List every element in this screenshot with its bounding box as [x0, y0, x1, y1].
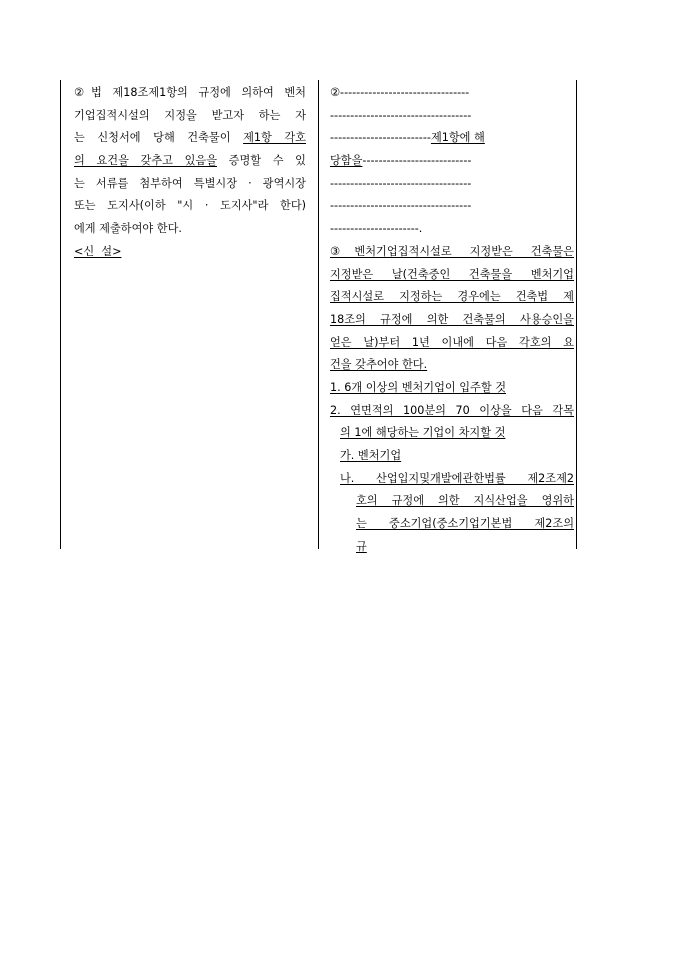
- text-line: 의 요건을 갖추고 있음을 증명할 수 있: [74, 154, 306, 168]
- list-item: 1. 6개 이상의 벤처기업이 입주할 것: [330, 380, 507, 394]
- text-line: 기업집적시설의 지정을 받고자 하는 자: [74, 108, 306, 122]
- list-item: 의 1에 해당하는 기업이 차지할 것: [340, 426, 506, 440]
- text-line: -------------------------제1항에 해: [330, 131, 485, 145]
- new-provision-note: <신 설>: [74, 244, 122, 258]
- divider-middle: [318, 80, 319, 549]
- list-item: 규: [356, 539, 367, 553]
- divider-left: [60, 80, 61, 549]
- list-item: 나. 산업입지및개발에관한법률 제2조제2: [340, 471, 574, 485]
- text-line: 지정받은 날(건축중인 건축물을 벤처기업: [330, 267, 574, 281]
- text-line: ③벤처기업집적시설로 지정받은 건축물은: [330, 244, 574, 258]
- text-line: 에게 제출하여야 한다.: [74, 222, 182, 236]
- text-line: ----------------------.: [330, 222, 423, 236]
- list-item: 호의 규정에 의한 지식산업을 영위하: [356, 494, 574, 508]
- new-text-column: [330, 82, 574, 558]
- text-line: 는 서류를 첨부하여 특별시장 · 광역시장: [74, 176, 306, 190]
- list-item: 는 중소기업(중소기업기본법 제2조의: [356, 517, 574, 531]
- text-line: -----------------------------------: [330, 199, 472, 213]
- text-line: 18조의 규정에 의한 건축물의 사용승인을: [330, 312, 574, 326]
- text-line: 집적시설로 지정하는 경우에는 건축법 제: [330, 290, 574, 304]
- text-line: 는 신청서에 당해 건축물이 제1항 각호: [74, 131, 306, 145]
- old-text-column: [74, 82, 306, 264]
- text-line: 당함을---------------------------: [330, 154, 472, 168]
- text-line: ②법 제18조제1항의 규정에 의하여 벤처: [74, 86, 306, 99]
- divider-right: [576, 80, 577, 549]
- text-line: 건을 갖추어야 한다.: [330, 358, 428, 372]
- text-line: 또는 도지사(이하 "시 · 도지사"라 한다): [74, 199, 306, 213]
- list-item: 2. 연면적의 100분의 70 이상을 다음 각목: [330, 403, 574, 417]
- text-line: ②--------------------------------: [330, 86, 470, 99]
- text-line: 얻은 날)부터 1년 이내에 다음 각호의 요: [330, 335, 574, 349]
- text-line: -----------------------------------: [330, 108, 472, 122]
- list-item: 가. 벤처기업: [340, 449, 402, 462]
- text-line: -----------------------------------: [330, 176, 472, 190]
